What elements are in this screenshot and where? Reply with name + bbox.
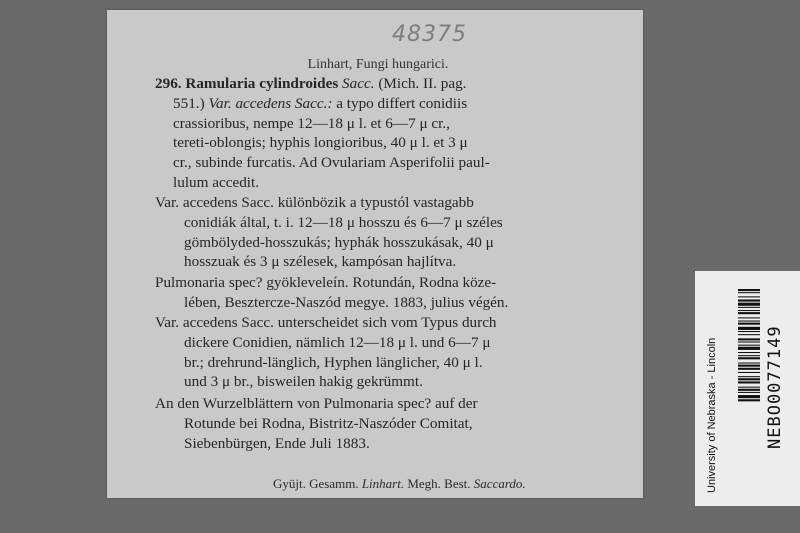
barcode-bar: [738, 355, 760, 356]
barcode: [738, 289, 760, 489]
barcode-bar: [738, 376, 760, 377]
barcode-bar: [738, 292, 760, 293]
barcode-bar: [738, 300, 760, 302]
german-locality: [155, 394, 478, 453]
barcode-bar: [738, 347, 760, 350]
locality-line: Rotunde bei Rodna, Bistritz-Naszóder Comitat,: [184, 414, 473, 432]
barcode-number: NEBO0077149: [765, 325, 785, 449]
barcode-bar: [738, 296, 760, 297]
description-line: gömbölyded-hosszukás; hyphák hosszukásak, 40 μ: [184, 233, 494, 251]
locality-line: lében, Beszterczе-Naszód megye. 1883, julius végén.: [184, 293, 509, 311]
barcode-bar: [738, 381, 760, 383]
barcode-bar: [738, 363, 760, 364]
barcode-bar: [738, 368, 760, 370]
barcode-bar: [738, 395, 760, 398]
description-line: lulum accedit.: [173, 173, 260, 191]
hungarian-description: [155, 193, 503, 272]
description-text: (Mich. II. pag.: [374, 75, 467, 92]
barcode-bar: [738, 365, 760, 367]
locality-line: Siebenbürgen, Ende Juli 1883.: [184, 434, 370, 452]
determiner-name: Saccardo.: [473, 476, 526, 491]
barcode-card: [695, 271, 800, 506]
entry-number: 296.: [155, 75, 182, 92]
latin-description: [155, 74, 490, 193]
description-line: dickere Conidien, nämlich 12—18 μ l. und 6—7 μ: [184, 333, 491, 351]
description-line: Var. accedens Sacc. különbözik a typustól vastagabb: [155, 194, 474, 211]
barcode-bar: [738, 357, 760, 359]
barcode-bar: [738, 389, 760, 391]
variety-name: Var. accedens Sacc.:: [208, 94, 333, 112]
barcode-bar: [738, 372, 760, 373]
description-line: crassioribus, nempe 12—18 μ l. et 6—7 μ cr.,: [173, 114, 450, 132]
barcode-bar: [738, 342, 760, 343]
barcode-bar: [738, 321, 760, 322]
description-line: conidiák által, t. i. 12—18 μ hosszu és 6—7 μ széles: [184, 213, 503, 231]
barcode-bar: [738, 323, 760, 325]
locality-line: An den Wurzelblättern von Pulmonaria spec? auf der: [155, 395, 478, 412]
barcode-bar: [738, 307, 760, 308]
barcode-bar: [738, 387, 760, 388]
barcode-bar: [738, 327, 760, 330]
description-line: [155, 74, 490, 94]
accession-number: 48375: [392, 22, 467, 47]
barcode-bar: [738, 303, 760, 306]
description-line: hosszuak és 3 μ szélesek, kampósan hajlítva.: [184, 253, 457, 271]
specimen-label: [107, 10, 643, 498]
collector-line: Gyüjt. Gesamm. Linhart. Megh. Best. Saccardo.: [273, 476, 526, 491]
description-line: 551.) Var. accedens Sacc.: a typo differt conidiis: [173, 94, 468, 112]
description-line: Var. accedens Sacc. unterscheidet sich vom Typus durch: [155, 314, 497, 331]
barcode-bar: [738, 289, 760, 291]
barcode-bar: [738, 331, 760, 332]
species-name: Ramularia cylindroides: [185, 75, 339, 92]
barcode-bar: [738, 310, 760, 311]
barcode-bar: [738, 352, 760, 353]
barcode-bar: [738, 312, 760, 314]
species-author: Sacc.: [342, 75, 375, 92]
barcode-bar: [738, 317, 760, 318]
barcode-bar: [738, 392, 760, 393]
description-line: br.; drehrund-länglich, Hyphen länglicher, 40 μ l.: [184, 353, 483, 371]
institution-name: University of Nebraska - Lincoln: [706, 337, 718, 493]
barcode-bar: [738, 399, 760, 401]
barcode-bar: [738, 378, 760, 380]
barcode-bar: [738, 338, 760, 340]
description-line: und 3 μ br., bisweilen hakig gekrümmt.: [184, 373, 423, 391]
description-line: cr., subinde furcatis. Ad Ovulariam Asperifolii paul-: [173, 154, 490, 172]
description-line: tereti-oblongis; hyphis longioribus, 40 μ l. et 3 μ: [173, 134, 468, 152]
german-description: [155, 313, 497, 392]
collector-name: Linhart.: [361, 476, 405, 491]
label-header: Linhart, Fungi hungarici.: [307, 57, 449, 72]
hungarian-locality: [155, 273, 508, 313]
barcode-bar: [738, 345, 760, 346]
locality-line: Pulmonaria spec? gyökleveleín. Rotundán, Rodna köze-: [155, 274, 497, 291]
barcode-bar: [738, 334, 760, 335]
